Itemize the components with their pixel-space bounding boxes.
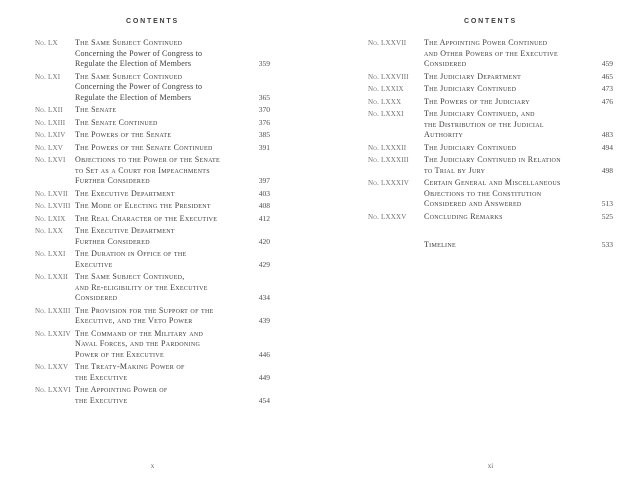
toc-entry-title-line: The Powers of the Senate — [75, 130, 172, 139]
toc-entry-title-line: The Senate Continued — [75, 117, 158, 127]
toc-entry-title — [424, 84, 613, 95]
toc-entry-title — [75, 226, 270, 247]
toc-entry-number: No. LXXXII — [368, 143, 407, 152]
toc-entry — [368, 212, 613, 223]
toc-entry-title-line: Certain General and Miscellaneous — [424, 178, 561, 187]
toc-entry-title-line: Naval Forces, and the Pardoning — [75, 339, 201, 348]
toc-entry-number: No. LXXIX — [368, 85, 404, 93]
toc-entry-title — [75, 329, 270, 361]
toc-entry — [35, 130, 270, 141]
toc-entry-title-line: Timeline — [424, 240, 456, 249]
toc-entry-page-number: 454 — [258, 395, 270, 405]
toc-entry — [35, 189, 270, 200]
toc-entry-title-line: The Powers of the Senate Continued — [75, 142, 213, 152]
toc-entry-number: No. LXIII — [35, 118, 66, 127]
toc-entry-title-line: Objections to the Constitution — [424, 188, 542, 198]
toc-entry-number: No. LXXII — [35, 273, 69, 281]
toc-entry-title-line: Concerning the Power of Congress to — [75, 48, 203, 58]
toc-entry-title-line: Considered — [424, 59, 467, 68]
toc-entry-title-line: Power of the Executive — [75, 349, 164, 359]
contents-page-right — [368, 18, 613, 253]
toc-entry-title — [75, 118, 270, 129]
toc-entry-page-number: 476 — [601, 96, 613, 106]
toc-entry — [35, 272, 270, 304]
toc-entry-title — [75, 130, 270, 141]
toc-entry-page-number: 494 — [601, 142, 613, 152]
toc-entry — [368, 143, 613, 154]
toc-entry-page-number: 359 — [258, 59, 270, 68]
toc-entry-page-number: 391 — [258, 142, 270, 152]
toc-entry-title — [424, 240, 613, 251]
toc-entry — [368, 155, 613, 176]
toc-entry-title-line: The Provision for the Support of the — [75, 305, 214, 315]
toc-entry-title-line: The Appointing Power Continued — [424, 38, 548, 47]
toc-entry-number: No. LXXVIII — [368, 72, 409, 81]
toc-entry-number: No. LXV — [35, 143, 63, 152]
toc-entry-title-line: Further Considered — [75, 176, 150, 185]
toc-entry-number: No. LXXV — [35, 363, 69, 371]
toc-entry — [368, 178, 613, 210]
toc-entry — [35, 72, 270, 104]
toc-entry-page-number: 533 — [601, 240, 613, 249]
toc-entry-title — [75, 155, 270, 187]
toc-entry-title-line: Considered — [75, 293, 118, 302]
toc-entry-number: No. LXIV — [35, 131, 66, 139]
toc-entry-title-line: The Executive Department — [75, 226, 175, 235]
toc-entry — [35, 214, 270, 225]
toc-entry-title — [75, 72, 270, 104]
toc-entry-title-line: The Senate — [75, 105, 117, 114]
toc-entry — [35, 226, 270, 247]
toc-entry-title — [75, 189, 270, 200]
toc-entry-number: No. LXXXI — [368, 110, 404, 118]
toc-entry-number: No. LXXXV — [368, 212, 407, 221]
page-folio-right: xi — [487, 462, 494, 470]
toc-entry-page-number: 449 — [258, 372, 270, 382]
toc-entry-page-number: 385 — [258, 130, 270, 139]
toc-entry-number: No. LXXIV — [35, 329, 71, 338]
toc-entry-title-line: the Distribution of the Judicial — [424, 119, 544, 129]
toc-entry-title-line: The Judiciary Continued in Relation — [424, 155, 561, 164]
toc-entry-title — [75, 105, 270, 116]
toc-backmatter-entry — [368, 240, 613, 251]
toc-entry-title — [424, 212, 613, 223]
toc-entry-page-number: 397 — [258, 176, 270, 185]
toc-entry-number: No. LXXVI — [35, 386, 71, 394]
toc-entry-title — [75, 214, 270, 225]
toc-entry-title — [75, 306, 270, 327]
toc-entry-title-line: to Set as a Court for Impeachments — [75, 165, 210, 175]
toc-entry-page-number: 498 — [601, 165, 613, 175]
toc-entry-title-line: The Treaty-Making Power of — [75, 362, 185, 371]
toc-entry-page-number: 439 — [258, 316, 270, 325]
toc-entry — [35, 201, 270, 212]
toc-entry-number: No. LXX — [35, 227, 63, 235]
toc-entry-title — [424, 109, 613, 141]
toc-entry-page-number: 525 — [601, 211, 613, 221]
toc-entry-title-line: Regulate the Election of Members — [75, 59, 192, 68]
toc-entry-title-line: The Judiciary Department — [424, 71, 522, 81]
toc-entry-title — [75, 143, 270, 154]
toc-entry-title-line: The Judiciary Continued, and — [424, 109, 535, 118]
toc-entry-page-number: 483 — [601, 130, 613, 139]
contents-page-left — [35, 18, 270, 408]
toc-entry — [368, 84, 613, 95]
toc-entry-title-line: Executive, and the Veto Power — [75, 316, 193, 325]
toc-entry-title — [424, 155, 613, 176]
toc-entry-title-line: the Executive — [75, 395, 128, 405]
toc-entry-title-line: The Powers of the Judiciary — [424, 96, 530, 106]
toc-entry-number: No. LXXI — [35, 250, 66, 258]
toc-entry — [35, 249, 270, 270]
toc-entry-page-number: 370 — [258, 105, 270, 114]
toc-entry-title — [75, 272, 270, 304]
toc-entry-page-number: 420 — [258, 236, 270, 246]
toc-entry-title-line: Further Considered — [75, 236, 150, 246]
toc-entry-title — [424, 38, 613, 70]
toc-entry-page-number: 473 — [601, 84, 613, 93]
toc-entry-title — [75, 362, 270, 383]
toc-entry-title — [424, 143, 613, 154]
toc-entry — [368, 97, 613, 108]
toc-entry — [368, 72, 613, 83]
toc-entry-title-line: Regulate the Election of Members — [75, 92, 192, 102]
toc-entry-title-line: The Executive Department — [75, 188, 175, 198]
toc-entry-number: No. LXXIII — [35, 306, 71, 315]
toc-entry-title-line: Authority — [424, 130, 464, 139]
toc-entry-number: No. LXVIII — [35, 202, 71, 210]
toc-entry-title — [424, 72, 613, 83]
toc-entry — [35, 155, 270, 187]
toc-entry — [35, 105, 270, 116]
toc-entry-number: No. LXIX — [35, 214, 66, 223]
toc-entry-number: No. LXXXIII — [368, 156, 409, 164]
toc-entry-title-line: Objections to the Power of the Senate — [75, 155, 220, 164]
toc-entry-title-line: The Command of the Military and — [75, 328, 204, 338]
toc-entry-title-line: Concluding Remarks — [424, 211, 503, 221]
toc-entry-page-number: 429 — [258, 259, 270, 269]
toc-entry-page-number: 412 — [258, 213, 270, 223]
toc-entry — [35, 329, 270, 361]
toc-entry-number: No. LXVI — [35, 156, 66, 164]
toc-entries-right — [368, 38, 613, 251]
toc-entry-page-number: 376 — [258, 117, 270, 127]
toc-entry-title — [424, 178, 613, 210]
toc-entry — [35, 143, 270, 154]
toc-entry-title-line: Executive — [75, 259, 113, 269]
toc-entry-title — [75, 201, 270, 212]
toc-entry-title-line: Considered and Answered — [424, 199, 522, 208]
toc-entry-title-line: The Same Subject Continued, — [75, 272, 185, 281]
page-folio-left: x — [150, 462, 155, 470]
toc-entry-page-number: 459 — [601, 59, 613, 68]
toc-entry-title-line: and Re-eligibility of the Executive — [75, 282, 208, 292]
toc-entry — [368, 38, 613, 70]
toc-entry-number — [368, 240, 424, 251]
toc-entry — [35, 306, 270, 327]
toc-entry — [35, 385, 270, 406]
toc-entry-number: No. LXXX — [368, 97, 402, 106]
page-header-contents: CONTENTS — [464, 18, 517, 25]
toc-entry-title — [75, 38, 270, 70]
toc-entry-page-number: 403 — [258, 188, 270, 198]
toc-entry-number: No. LXI — [35, 72, 61, 81]
toc-entry — [35, 38, 270, 70]
toc-entry-page-number: 446 — [258, 349, 270, 359]
toc-entry-title-line: The Judiciary Continued — [424, 142, 517, 152]
toc-entry-title-line: The Same Subject Continued — [75, 38, 183, 47]
toc-entry-page-number: 434 — [258, 293, 270, 302]
toc-entry-title-line: to Trial by Jury — [424, 165, 486, 175]
toc-entry — [35, 118, 270, 129]
toc-entry-title-line: The Real Character of the Executive — [75, 213, 218, 223]
toc-entry-title — [75, 385, 270, 406]
toc-entry-title — [75, 249, 270, 270]
toc-entry-number: No. LXXXIV — [368, 179, 409, 187]
toc-entry-page-number: 408 — [258, 201, 270, 210]
toc-entry-page-number: 513 — [601, 199, 613, 208]
toc-entry — [368, 109, 613, 141]
toc-entries-left — [35, 38, 270, 406]
toc-entry-title-line: The Mode of Electing the President — [75, 201, 211, 210]
toc-entry-title-line: The Judiciary Continued — [424, 84, 517, 93]
toc-entry — [35, 362, 270, 383]
toc-entry-title-line: The Duration in Office of the — [75, 249, 187, 258]
toc-entry-title-line: The Same Subject Continued — [75, 71, 183, 81]
toc-entry-page-number: 365 — [258, 92, 270, 102]
toc-entry-title-line: The Appointing Power of — [75, 385, 168, 394]
toc-entry-title — [424, 97, 613, 108]
toc-entry-number: No. LX — [35, 39, 58, 47]
toc-entry-number: No. LXII — [35, 106, 63, 114]
toc-entry-number: No. LXVII — [35, 189, 69, 198]
toc-entry-title-line: and Other Powers of the Executive — [424, 48, 559, 58]
page-header-contents: CONTENTS — [126, 18, 179, 25]
toc-entry-title-line: the Executive — [75, 372, 128, 382]
toc-entry-title-line: Concerning the Power of Congress to — [75, 82, 203, 91]
toc-entry-number: No. LXXVII — [368, 39, 407, 47]
toc-entry-page-number: 465 — [601, 71, 613, 81]
